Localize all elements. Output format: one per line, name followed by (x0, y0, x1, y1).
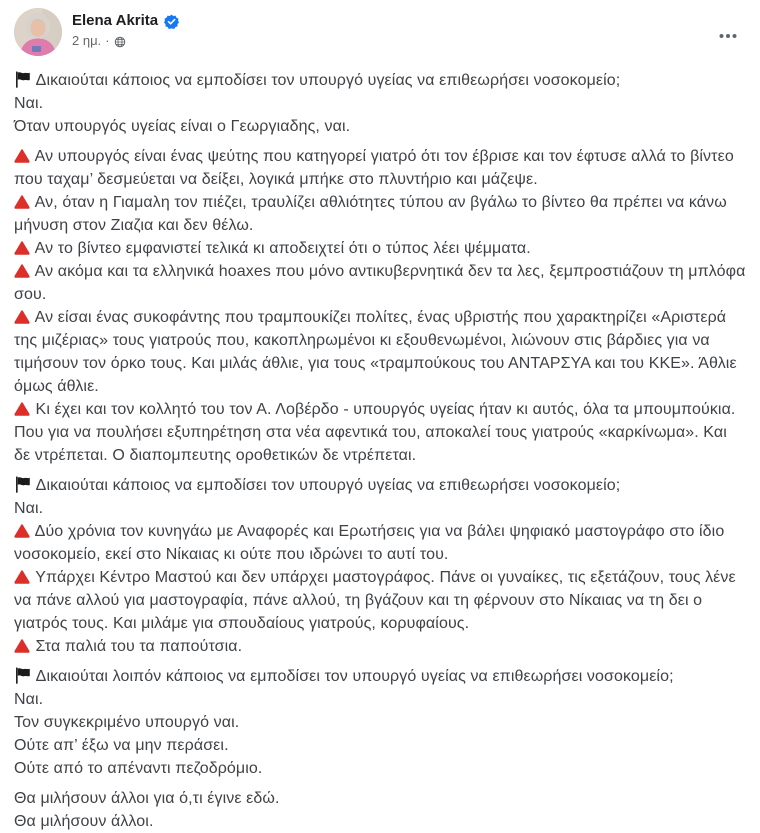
author-name[interactable]: Elena Akrita (72, 12, 159, 29)
red-triangle-icon (14, 523, 30, 539)
post-content (14, 69, 746, 833)
red-triangle-icon (14, 638, 30, 654)
post-paragraph (14, 787, 746, 833)
black-flag-icon (14, 476, 31, 493)
post-line (14, 474, 746, 497)
post-line (14, 115, 746, 138)
post-line (14, 520, 746, 566)
post-paragraph (14, 145, 746, 467)
post-line (14, 306, 746, 398)
post-line-text: Ούτε απ’ έξω να μην περάσει. (14, 737, 229, 754)
post-line (14, 688, 746, 711)
post-line-text: Στα παλιά του τα παπούτσια. (35, 638, 243, 655)
post-line (14, 92, 746, 115)
globe-icon (114, 36, 126, 48)
post-paragraph (14, 665, 746, 780)
post-line (14, 191, 746, 237)
verified-badge-icon (164, 14, 179, 29)
red-triangle-icon (14, 309, 30, 325)
red-triangle-icon (14, 569, 30, 585)
ellipsis-icon (717, 25, 739, 47)
post-line-text: Κι έχει και τον κολλητό του τον Α. Λοβέρδο - υπουργός υγείας ήταν κι αυτός, όλα τα μπουμπούκια. Που για να πουλήσει εξυπηρέτηση στα νέα αφεντικά του, αποκαλεί τους γιατρούς «καρκίνωμα». Και δε ντρέπεται. Ο διαπομπευτης οροθετικών δε ντρέπεται. (14, 401, 736, 464)
post-meta (72, 33, 179, 49)
post-line-text: Δικαιούται λοιπόν κάποιος να εμποδίσει τον υπουργό υγείας να επιθεωρήσει νοσοκομείο; (35, 668, 674, 685)
post-line-text: Αν είσαι ένας συκοφάντης που τραμπουκίζει πολίτες, ένας υβριστής που χαρακτηρίζει «Αριστερά της μιζέριας» τους γιατρούς που, κακοπληρωμένοι κι εξουθενωμένοι, λιώνουν στις βάρδιες για να τιμήσουν τον όρκο τους. Και μιλάς άθλιε, για τους «τραμπούκους του ΑΝΤΑΡΣΥΑ και του ΚΚΕ». Άθλιε όμως άθλιε. (14, 309, 737, 395)
red-triangle-icon (14, 240, 30, 256)
post-line (14, 711, 746, 734)
red-triangle-icon (14, 401, 30, 417)
post-line (14, 734, 746, 757)
black-flag-icon (14, 71, 31, 88)
meta-separator: · (105, 33, 110, 48)
post-line-text: Θα μιλήσουν άλλοι για ό,τι έγινε εδώ. (14, 790, 280, 807)
timestamp[interactable]: 2 ημ. (72, 33, 102, 48)
post-line (14, 757, 746, 780)
red-triangle-icon (14, 194, 30, 210)
post-line-text: Ούτε από το απέναντι πεζοδρόμιο. (14, 760, 263, 777)
post-paragraph (14, 474, 746, 658)
post-line (14, 237, 746, 260)
post-line-text: Ναι. (14, 500, 44, 517)
post-line (14, 665, 746, 688)
post-line (14, 497, 746, 520)
post-line-text: Αν, όταν η Γιαμαλη τον πιέζει, τραυλίζει αθλιότητες τύπου αν βγάλω το βίντεο θα πρέπει να κάνω μήνυση στον Ζιαζια και δεν θέλω. (14, 194, 727, 234)
post-line-text: Δύο χρόνια τον κυνηγάω με Αναφορές και Ερωτήσεις για να βάλει ψηφιακό μαστογράφο στο ίδιο νοσοκομείο, εκεί στο Νίκαιας κι ούτε που ιδρώνει το αυτί του. (14, 523, 725, 563)
red-triangle-icon (14, 148, 30, 164)
post-line-text: Θα μιλήσουν άλλοι. (14, 813, 154, 830)
post-line-text: Υπάρχει Κέντρο Μαστού και δεν υπάρχει μαστογράφος. Πάνε οι γυναίκες, τις εξετάζουν, τους λένε να πάνε αλλού για μαστογραφία, πάνε αλλού, τη βγάζουν και τη φέρνουν στο Νίκαιας να τη δει ο γιατρός τους. Και μιλάμε για σπουδαίους γιατρούς, κορυφαίους. (14, 569, 736, 632)
post-line (14, 398, 746, 467)
black-flag-icon (14, 667, 31, 684)
post-line-text: Αν υπουργός είναι ένας ψεύτης που κατηγορεί γιατρό ότι τον έβρισε και τον έφτυσε αλλά το βίντεο που ταχαμ’ δεσμεύεται να δείξει, λογικά μπήκε στο πλυντήριο και μάζεψε. (14, 148, 734, 188)
post-line-text: Δικαιούται κάποιος να εμποδίσει τον υπουργό υγείας να επιθεωρήσει νοσοκομείο; (35, 477, 621, 494)
post-line-text: Όταν υπουργός υγείας είναι ο Γεωργιαδης, ναι. (14, 118, 351, 135)
post-line-text: Τον συγκεκριμένο υπουργό ναι. (14, 714, 240, 731)
post-line-text: Δικαιούται κάποιος να εμποδίσει τον υπουργό υγείας να επιθεωρήσει νοσοκομείο; (35, 72, 621, 89)
post-header (14, 8, 746, 56)
post-line-text: Ναι. (14, 691, 44, 708)
more-options-button[interactable] (712, 20, 744, 52)
post-line (14, 69, 746, 92)
post-line-text: Αν ακόμα και τα ελληνικά hoaxes που μόνο αντικυβερνητικά δεν τα λες, ξεμπροστιάζουν τη μπλόφα σου. (14, 263, 746, 303)
post-line (14, 566, 746, 635)
post-line (14, 635, 746, 658)
post-line-text: Αν το βίντεο εμφανιστεί τελικά κι αποδειχτεί ότι ο τύπος λέει ψέμματα. (34, 240, 531, 257)
post-paragraph (14, 69, 746, 138)
post-line (14, 260, 746, 306)
post-line (14, 145, 746, 191)
post-line (14, 787, 746, 810)
header-meta (72, 8, 179, 49)
post-line (14, 810, 746, 833)
post-line-text: Ναι. (14, 95, 44, 112)
avatar[interactable] (14, 8, 62, 56)
red-triangle-icon (14, 263, 30, 279)
